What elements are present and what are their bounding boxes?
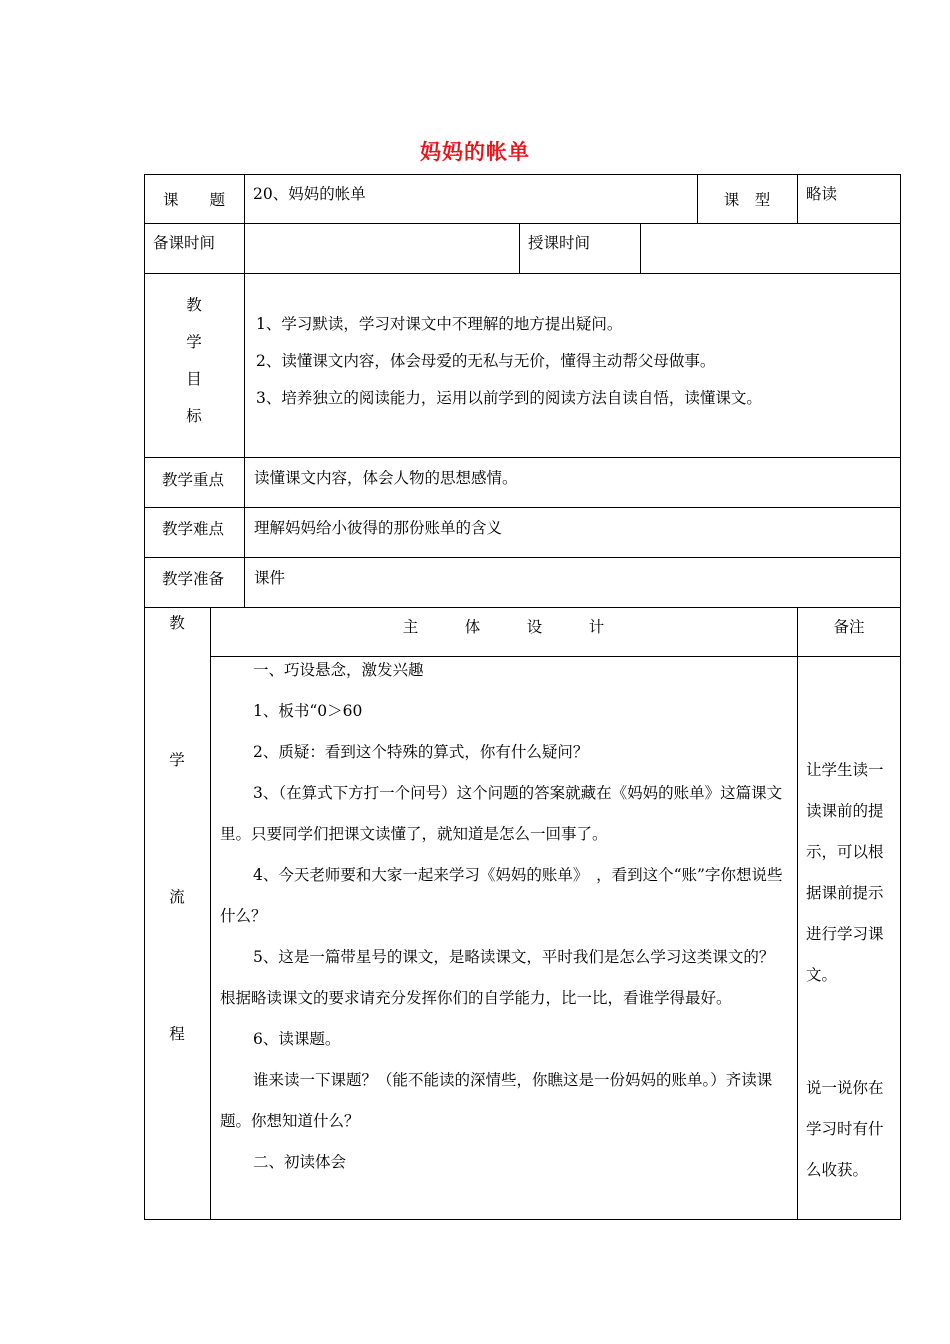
design-body xyxy=(220,650,789,1183)
difficulty-label: 教学难点 xyxy=(162,520,225,538)
process-label-char: 教 xyxy=(169,614,185,632)
design-paragraph: 5、这是一篇带星号的课文，是略读课文，平时我们是怎么学习这类课文的？根据略读课文的要求请充分发挥你们的自学能力，比一比，看谁学得最好。 xyxy=(220,948,775,1007)
design-paragraph: 4、今天老师要和大家一起来学习《妈妈的账单》 ，看到这个“账”字你想说些什么？ xyxy=(220,866,783,925)
goals-label-char: 学 xyxy=(186,333,202,351)
key-point-value: 读懂课文内容，体会人物的思想感情。 xyxy=(254,469,518,487)
topic-label: 课 题 xyxy=(162,191,225,209)
document-title: 妈妈的帐单 xyxy=(420,140,530,164)
process-label-char: 学 xyxy=(169,751,185,769)
note-text: 说一说你在学习时有什么收获。 xyxy=(806,1079,884,1179)
design-paragraph: 一、巧设悬念，激发兴趣 xyxy=(253,661,424,679)
note-block xyxy=(806,750,894,996)
design-paragraph: 2、质疑：看到这个特殊的算式，你有什么疑问？ xyxy=(253,743,589,761)
goals-label-char: 标 xyxy=(186,407,202,425)
design-header: 主 体 设 计 xyxy=(402,618,605,636)
difficulty-value: 理解妈妈给小彼得的那份账单的含义 xyxy=(254,519,503,537)
goal-item: 2、读懂课文内容，体会母爱的无私与无价，懂得主动帮父母做事。 xyxy=(256,352,716,370)
goal-item: 1、学习默读，学习对课文中不理解的地方提出疑问。 xyxy=(256,315,623,333)
design-paragraph: 二、初读体会 xyxy=(253,1153,347,1171)
note-block xyxy=(806,1068,894,1191)
goals-label-char: 目 xyxy=(186,370,202,388)
process-label-char: 程 xyxy=(169,1025,185,1043)
type-label: 课 型 xyxy=(723,191,771,209)
type-value: 略读 xyxy=(806,185,838,203)
key-point-label: 教学重点 xyxy=(162,471,225,489)
design-paragraph: 1、板书“0＞60 xyxy=(253,702,363,720)
topic-value: 20、妈妈的帐单 xyxy=(253,185,366,203)
goal-item: 3、培养独立的阅读能力，运用以前学到的阅读方法自读自悟，读懂课文。 xyxy=(256,389,762,407)
design-paragraph: 6、读课题。 xyxy=(253,1030,341,1048)
teach-time-label: 授课时间 xyxy=(528,234,591,252)
prep-time-label: 备课时间 xyxy=(153,234,216,252)
design-paragraph: 谁来读一下课题？（能不能读的深情些，你瞧这是一份妈妈的账单。）齐读课题。你想知道什么？ xyxy=(220,1071,773,1130)
goals-label-char: 教 xyxy=(186,296,202,314)
note-text: 让学生读一读课前的提示，可以根据课前提示进行学习课文。 xyxy=(806,761,884,984)
preparation-value: 课件 xyxy=(254,569,286,587)
preparation-label: 教学准备 xyxy=(162,570,225,588)
process-label-char: 流 xyxy=(169,888,185,906)
design-paragraph: 3、（在算式下方打一个问号）这个问题的答案就藏在《妈妈的账单》这篇课文里。只要同学们把课文读懂了，就知道是怎么一回事了。 xyxy=(220,784,783,843)
notes-header: 备注 xyxy=(833,618,865,636)
